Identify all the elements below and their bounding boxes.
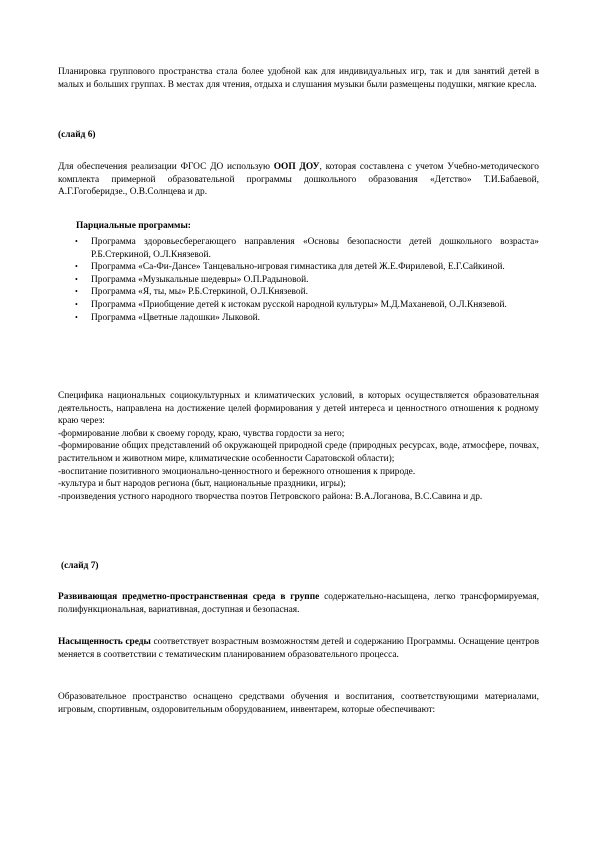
fgos-text-end: , которая составлена с учетом Учебно-методического комплекта примерной образовательной программы дошкольного образования «Детство» Т.И.Бабаевой, А.Г.Гогоберидзе., О.В.Солнцева и др. (58, 162, 539, 198)
saturation-bold-text: Насыщенность среды (58, 637, 151, 647)
program-item: • Программа «Са-Фи-Дансе» Танцевально-игровая гимнастика для детей Ж.Е.Фирилевой, Е.Г.Сайкиной. (75, 262, 505, 273)
program-item: • Программа «Приобщение детей к истокам русской народной культуры» М.Д.Маханевой, О.Л.Князевой. (75, 299, 507, 310)
intro-paragraph: Планировка группового пространства стала более удобной как для индивидуальных игр, так и для занятий детей в малых и больших группах. В местах для чтения, отдыха и слушания музыки были размещены подушки, мягкие кресла. (58, 67, 539, 90)
bullet-icon: • (75, 237, 78, 246)
specifics-item: -произведения устного народного творчества поэтов Петровского района: В.А.Логанова, В.С.Савина и др. (58, 491, 483, 502)
partial-programs-heading: Парциальные программы: (76, 221, 191, 231)
bullet-icon: • (75, 312, 78, 322)
saturation-text: соответствует возрастным возможностям детей и содержанию Программы. Оснащение центров меняется в соответствии с тематическим планированием образовательного процесса. (58, 637, 539, 660)
environment-bold-text: Развивающая предметно-пространственная среда в группе (58, 592, 320, 602)
bullet-icon: • (75, 262, 78, 272)
specifics-item: -формирование любви к своему городу, краю, чувства гордости за него; (58, 428, 345, 439)
fgos-paragraph (58, 161, 539, 199)
fgos-text-start: Для обеспечения реализации ФГОС ДО использую (58, 162, 274, 172)
environment-text: содержательно-насыщена, легко трансформируемая, полифункциональная, вариативная, доступная и безопасная. (58, 592, 539, 615)
program-item: • Программа «Музыкальные шедевры» О.П.Радыновой. (75, 274, 309, 285)
fgos-bold-text: ООП ДОУ (273, 162, 320, 172)
program-item: • Программа «Цветные ладошки» Лыковой. (75, 312, 261, 323)
slide-6-label: (слайд 6) (58, 130, 96, 140)
bullet-icon: • (75, 274, 78, 284)
specifics-paragraph: Специфика национальных социокультурных и климатических условий, в которых осуществляется образовательная деятельность, направлена на достижение целей формирования у детей интереса и ценностного отношения к родному краю через: -формирование любви к своему городу, краю, чувства гордости за него; -формирование общих представлений об окружающей природной среде (природных ресурсах, воде, атмосфере, почвах, растительном и животном мире, климатические особенности Саратовской области); -воспитание позитивного эмоционально-ценностного и бережного отношения к природе. -культура и быт народов региона (быт, национальные праздники, игры); -произведения устного народного творчества поэтов Петровского района: В.А.Логанова, В.С.Савина и др. (58, 391, 539, 502)
environment-paragraph (58, 591, 539, 616)
specifics-item: -культура и быт народов региона (быт, национальные праздники, игры); (58, 479, 346, 490)
program-item: • Программа «Я, ты, мы» Р.Б.Стеркиной, О.Л.Князевой. (75, 287, 308, 298)
programs-list (58, 236, 539, 324)
space-paragraph: Образовательное пространство оснащено средствами обучения и воспитания, соответствующими материалами, игровым, спортивным, оздоровительным оборудованием, инвентарем, которые обеспечивают: (58, 692, 539, 715)
program-item: • Программа здоровьесберегающего направления «Основы безопасности детей дошкольного возраста» Р.Б.Стеркиной, О.Л.Князевой. (75, 237, 539, 260)
slide-7-label: (слайд 7) (61, 561, 99, 571)
specifics-item: -формирование общих представлений об окружающей природной среде (природных ресурсах, воде, атмосфере, почвах, растительном и животном мире, климатические особенности Саратовской области); (58, 441, 539, 464)
bullet-icon: • (75, 299, 78, 309)
bullet-icon: • (75, 287, 78, 297)
saturation-paragraph (58, 636, 539, 661)
specifics-item: -воспитание позитивного эмоционально-ценностного и бережного отношения к природе. (58, 466, 416, 477)
